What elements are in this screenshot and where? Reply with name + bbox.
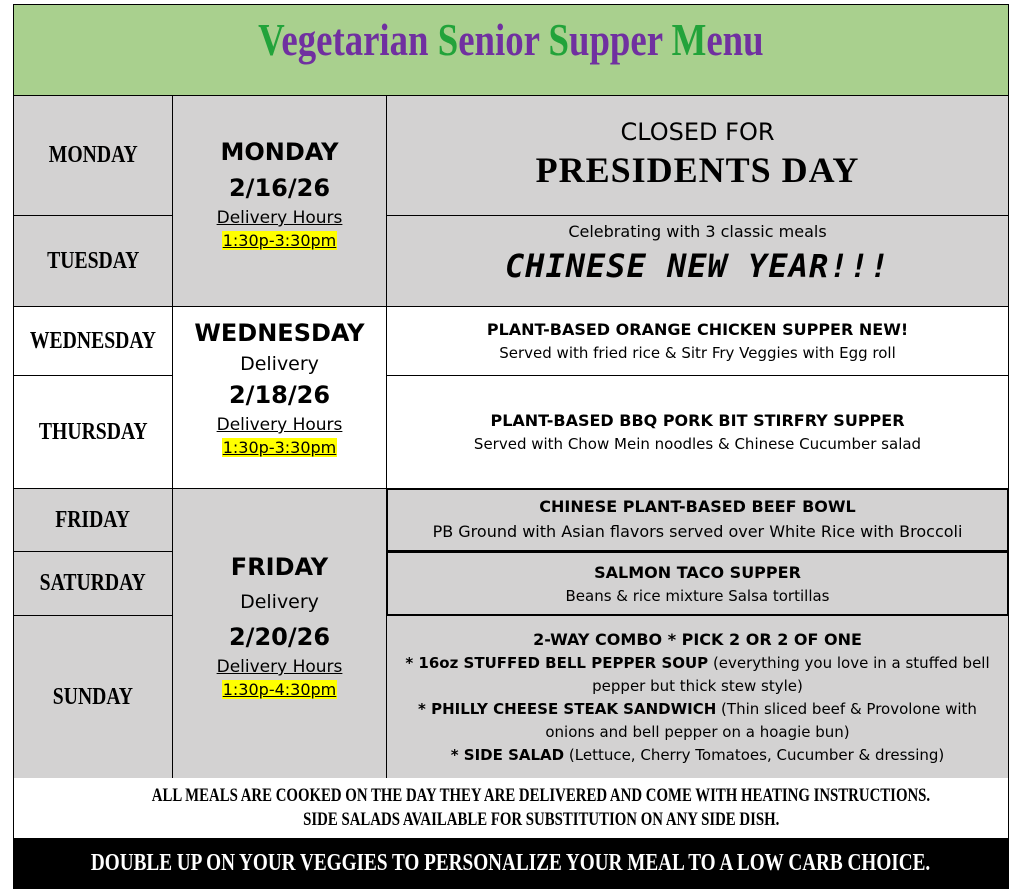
day-label: FRIDAY <box>55 506 131 533</box>
day-cell-saturday <box>13 551 173 616</box>
title-part: egetarian <box>281 13 438 65</box>
option-details: (Thin sliced beef & Provolone with onions and bell pepper on a hoagie bun) <box>545 699 977 741</box>
menu-cell-saturday <box>386 551 1009 616</box>
option-name: * 16oz STUFFED BELL PEPPER SOUP <box>405 653 709 672</box>
meal-description: PB Ground with Asian flavors served over White Rice with Broccoli <box>432 522 963 541</box>
day-label: SUNDAY <box>52 683 134 710</box>
footer-line-2: SIDE SALADS AVAILABLE FOR SUBSTITUTION ON ANY SIDE DISH. <box>302 809 780 830</box>
day-cell-wednesday <box>13 306 173 376</box>
delivery-hours: 1:30p-4:30pm <box>222 680 337 699</box>
combo-option-sandwich <box>395 698 1000 744</box>
meal-title: SALMON TACO SUPPER <box>594 562 801 582</box>
title-part: V <box>258 13 282 65</box>
meal-title: 2-WAY COMBO * PICK 2 OR 2 OF ONE <box>533 629 862 649</box>
menu-title-bar <box>13 4 1009 96</box>
title-part: S <box>437 13 459 65</box>
combo-option-salad <box>451 744 945 767</box>
delivery-day-title: FRIDAY <box>230 553 329 581</box>
day-cell-sunday <box>13 615 173 779</box>
title-part: upper <box>569 13 672 65</box>
delivery-cell-wednesday <box>172 306 387 489</box>
delivery-day-title: MONDAY <box>220 138 339 166</box>
day-cell-friday <box>13 488 173 552</box>
option-name: * SIDE SALAD <box>450 745 565 764</box>
delivery-date: 2/16/26 <box>228 174 331 202</box>
delivery-date: 2/20/26 <box>228 623 331 651</box>
holiday-name: PRESIDENTS DAY <box>535 149 860 190</box>
menu-cell-monday <box>386 95 1009 216</box>
title-part: enu <box>706 13 764 65</box>
title-part: S <box>548 13 570 65</box>
celebration-note: Celebrating with 3 classic meals <box>568 222 827 241</box>
option-details: (everything you love in a stuffed bell pepper but thick stew style) <box>592 653 990 695</box>
day-cell-thursday <box>13 375 173 489</box>
delivery-hours-label: Delivery Hours <box>216 208 343 228</box>
day-cell-monday <box>13 95 173 216</box>
option-details: (Lettuce, Cherry Tomatoes, Cucumber & dressing) <box>564 745 945 764</box>
day-label: SATURDAY <box>39 570 147 596</box>
footer-notes <box>13 778 1009 838</box>
menu-title <box>258 13 763 66</box>
meal-description: Served with fried rice & Sitr Fry Veggies with Egg roll <box>499 344 896 362</box>
delivery-cell-friday <box>172 488 387 779</box>
menu-cell-wednesday <box>386 306 1009 376</box>
menu-cell-sunday <box>386 615 1009 779</box>
meal-title: PLANT-BASED ORANGE CHICKEN SUPPER NEW! <box>486 320 909 339</box>
meal-title: CHINESE PLANT-BASED BEEF BOWL <box>539 497 856 516</box>
title-part: enior <box>458 13 549 65</box>
day-label: MONDAY <box>48 142 138 168</box>
banner-text: DOUBLE UP ON YOUR VEGGIES TO PERSONALIZE YOUR MEAL TO A LOW CARB CHOICE. <box>91 850 931 876</box>
meal-description: Beans & rice mixture Salsa tortillas <box>565 586 830 605</box>
delivery-hours: 1:30p-3:30pm <box>222 231 337 250</box>
title-part: M <box>671 13 707 65</box>
low-carb-banner <box>13 838 1009 889</box>
delivery-hours-label: Delivery Hours <box>216 657 343 677</box>
meal-description: Served with Chow Mein noodles & Chinese Cucumber salad <box>473 435 922 453</box>
menu-cell-tuesday <box>386 215 1009 307</box>
chinese-new-year-banner: CHINESE NEW YEAR!!! <box>504 247 891 285</box>
delivery-hours-label: Delivery Hours <box>216 415 343 435</box>
delivery-day-title: WEDNESDAY <box>194 319 365 347</box>
day-label: TUESDAY <box>46 247 140 274</box>
menu-cell-friday <box>386 488 1009 552</box>
day-cell-tuesday <box>13 215 173 307</box>
delivery-date: 2/18/26 <box>228 381 331 409</box>
delivery-cell-monday <box>172 95 387 307</box>
footer-line-1: ALL MEALS ARE COOKED ON THE DAY THEY ARE DELIVERED AND COME WITH HEATING INSTRUCTIONS. <box>151 785 931 806</box>
delivery-sub: Delivery <box>240 591 319 613</box>
meal-title: PLANT-BASED BBQ PORK BIT STIRFRY SUPPER <box>490 411 905 430</box>
combo-option-soup <box>395 652 1000 698</box>
closed-notice: CLOSED FOR <box>620 117 775 146</box>
menu-cell-thursday <box>386 375 1009 489</box>
day-label: THURSDAY <box>38 418 148 445</box>
day-label: WEDNESDAY <box>29 327 157 354</box>
delivery-hours: 1:30p-3:30pm <box>222 438 337 457</box>
delivery-sub: Delivery <box>240 353 319 375</box>
option-name: * PHILLY CHEESE STEAK SANDWICH <box>418 699 717 718</box>
